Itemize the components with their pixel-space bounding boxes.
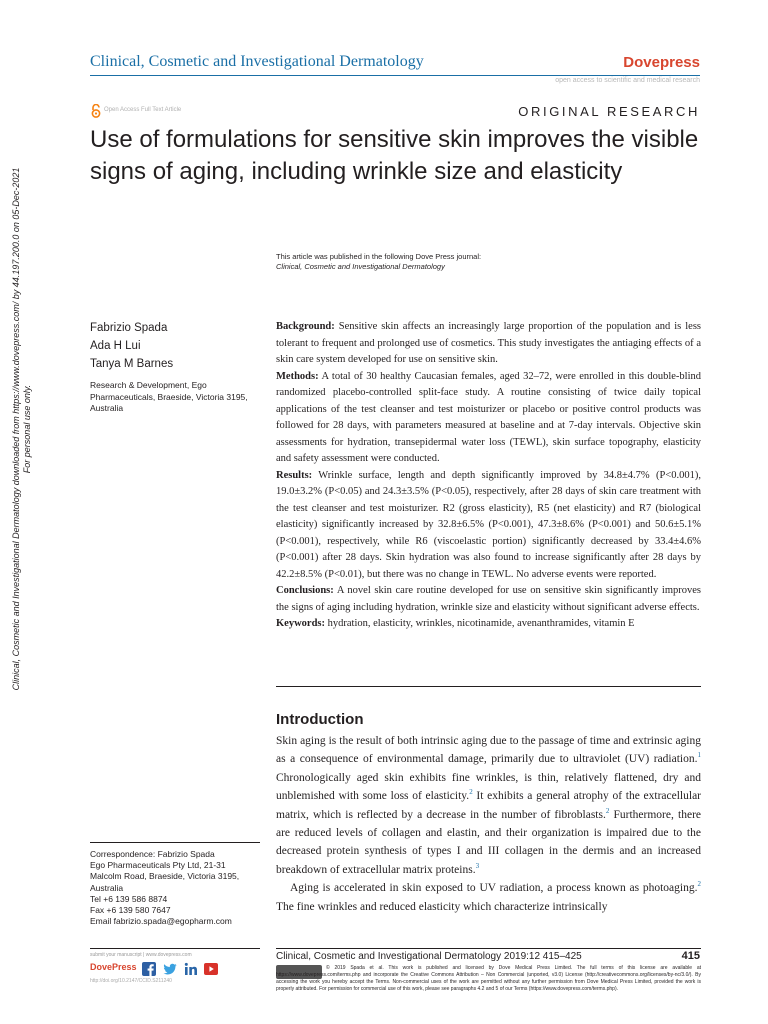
license-text: © 2019 Spada et al. This work is published and licensed by Dove Medical Press Limited. The full terms of this license are available at https://www.dovepress.com/terms.php and incorporate the Creative Commons Attribution – Non Commercial (unported, v3.0) License (http://creativecommons.org/licenses/by-nc/3.0/). By accessing the work you hereby accept the Terms. Non-commercial uses of the work are permitted without any further permission from Dove Medical Press Limited, provided the work is properly attributed. For permission for commercial use of this work, please see paragraphs 4.2 and 5 of our Terms (https://www.dovepress.com/terms.php). (276, 965, 701, 992)
twitter-icon[interactable] (163, 962, 177, 976)
citation-link[interactable]: 2 (469, 788, 473, 797)
keywords-text: hydration, elasticity, wrinkles, nicotinamide, avenanthramides, vitamin E (327, 618, 635, 629)
correspondence-email[interactable]: Email fabrizio.spada@egopharm.com (90, 916, 232, 927)
page-number: 415 (681, 950, 700, 962)
abstract-divider (276, 686, 701, 687)
correspondence-block (90, 849, 270, 927)
abstract (276, 319, 701, 633)
correspondence-street: Malcolm Road, Braeside, Victoria 3195, (90, 871, 240, 882)
citation-link[interactable]: 2 (605, 806, 610, 815)
correspondence-label: Correspondence: Fabrizio Spada (90, 849, 215, 859)
side-note-line: For personal use only. (22, 384, 32, 474)
download-side-note (11, 149, 33, 709)
dovepress-logo: Dovepress (623, 54, 700, 71)
footer-divider-left (90, 948, 260, 949)
conclusions-text: A novel skin care routine developed for use on sensitive skin significantly improves the signs of aging including hydration, wrinkle size and elasticity without significant adverse effects. (276, 585, 701, 613)
article-title: Use of formulations for sensitive skin improves the visible signs of aging, including wrinkle size and elasticity (90, 126, 699, 185)
keywords-label: Keywords: (276, 618, 325, 629)
footer-citation: Clinical, Cosmetic and Investigational Dermatology 2019:12 415–425 (276, 951, 582, 962)
published-journal: Clinical, Cosmetic and Investigational Dermatology (276, 262, 445, 271)
brand-tagline: open access to scientific and medical research (555, 77, 700, 84)
header-rule (90, 75, 700, 76)
facebook-icon[interactable] (142, 962, 156, 976)
abstract-keywords (276, 616, 701, 633)
author-affiliation: Research & Development, Ego Pharmaceuticals, Braeside, Victoria 3195, Australia (90, 380, 248, 413)
methods-label: Methods: (276, 370, 319, 382)
correspondence-company: Ego Pharmaceuticals Pty Ltd, 21-31 (90, 860, 226, 871)
citation-link[interactable]: 1 (697, 751, 701, 760)
youtube-icon[interactable] (204, 962, 218, 976)
correspondence-tel: Tel +6 139 586 8874 (90, 893, 168, 904)
article-category: ORIGINAL RESEARCH (518, 104, 700, 119)
abstract-methods (276, 369, 701, 468)
intro-text: Skin aging is the result of both intrinsic aging due to the passage of time and extrinsic aging as a consequence of environmental damage, primarily due to ultraviolet (UV) radiation. (276, 735, 701, 766)
results-label: Results: (276, 469, 313, 481)
methods-text: A total of 30 healthy Caucasian females, aged 32–72, were enrolled in this double-blind randomized placebo-controlled split-face study. A routine consisting of twice daily topical applications of the test cleanser and test moisturizer or placebo or positive control products was followed for 28 days, with parameters measured at baseline and at 7-day intervals. Objective skin assessments for hydration, transepidermal water loss (TEWL), skin surface topography, elasticity and safety assessment were conducted. (276, 370, 702, 464)
correspondence-fax: Fax +6 139 580 7647 (90, 905, 171, 916)
abstract-conclusions (276, 583, 701, 616)
abstract-results (276, 468, 701, 584)
introduction-paragraph (276, 879, 701, 916)
intro-text: Furthermore, there are reduced levels of collagen and elastin, and their organization is impaired due to the decreased protein synthesis of types I and III collagen in the dermis and an increased breakdown of extracellular matrix proteins. (276, 808, 702, 876)
side-note-line: Clinical, Cosmetic and Investigational Dermatology downloaded from https://www.dovepress.com/ by 44.197.200.0 on 05-Dec-2021 (11, 167, 21, 691)
background-label: Background: (276, 321, 335, 332)
intro-text: Aging is accelerated in skin exposed to UV radiation, a process known as photoaging. (290, 882, 698, 895)
footer-dovepress-logo: DovePress (90, 962, 137, 972)
intro-text: It exhibits a general atrophy of the extracellular matrix, which is reflected by a decrease in the number of fibroblasts. (276, 790, 701, 821)
linkedin-icon[interactable] (184, 962, 198, 976)
journal-name: Clinical, Cosmetic and Investigational Dermatology (90, 53, 424, 70)
intro-text: The fine wrinkles and reduced elasticity which characterize intrinsically (276, 900, 608, 913)
footer-divider-right (276, 948, 701, 949)
open-access-label: Open Access Full Text Article (104, 107, 182, 113)
introduction-body (276, 732, 701, 916)
introduction-heading: Introduction (276, 711, 364, 728)
conclusions-label: Conclusions: (276, 585, 334, 596)
author-name: Fabrizio Spada (90, 322, 168, 334)
abstract-background (276, 319, 701, 369)
intro-text: Chronologically aged skin exhibits fine wrinkles, is thin, relatively flattened, dry and unblemished with some loss of elasticity. (276, 771, 701, 803)
open-access-icon (90, 104, 102, 118)
correspondence-divider (90, 842, 260, 843)
submit-manuscript-link[interactable]: submit your manuscript | www.dovepress.com (90, 952, 192, 958)
correspondence-country: Australia (90, 882, 124, 893)
author-name: Tanya M Barnes (90, 358, 174, 370)
background-text: Sensitive skin affects an increasingly large proportion of the population and is less tolerant to frequent and prolonged use of cosmetics. This study investigates the antiaging effects of a skin care system developed for use on sensitive skin. (276, 321, 701, 365)
author-name: Ada H Lui (90, 340, 141, 352)
published-note-text: This article was published in the following Dove Press journal: (276, 252, 482, 261)
results-text: Wrinkle surface, length and depth significantly improved by 34.8±4.7% (P<0.001), 19.0±3.2% (P<0.05) and 24.3±3.5% (P<0.05), respectively, after 28 days of skin care treatment with the test cleanser and test moisturizer. R2 (gross elasticity), R5 (net elasticity) and R7 (biological elasticity) significantly increased by 32.8±6.5% (P<0.001), 47.3±8.6% (P<0.001) and 50.6±5.1% (P<0.001), respectively, while R6 (viscoelastic portion) significantly decreased by 33.4±4.6% (P<0.001) after 28 days. Skin hydration was also found to increase significantly after 28 days by 42.2±8.5% (P<0.01), but there was no change in TEWL. No adverse events were reported. (276, 469, 701, 580)
introduction-paragraph (276, 732, 701, 879)
doi-link[interactable]: http://doi.org/10.2147/CCID.S211240 (90, 978, 172, 984)
published-note (276, 252, 481, 272)
citation-link[interactable]: 3 (475, 862, 480, 871)
citation-link[interactable]: 2 (697, 880, 701, 889)
author-list (90, 319, 173, 373)
